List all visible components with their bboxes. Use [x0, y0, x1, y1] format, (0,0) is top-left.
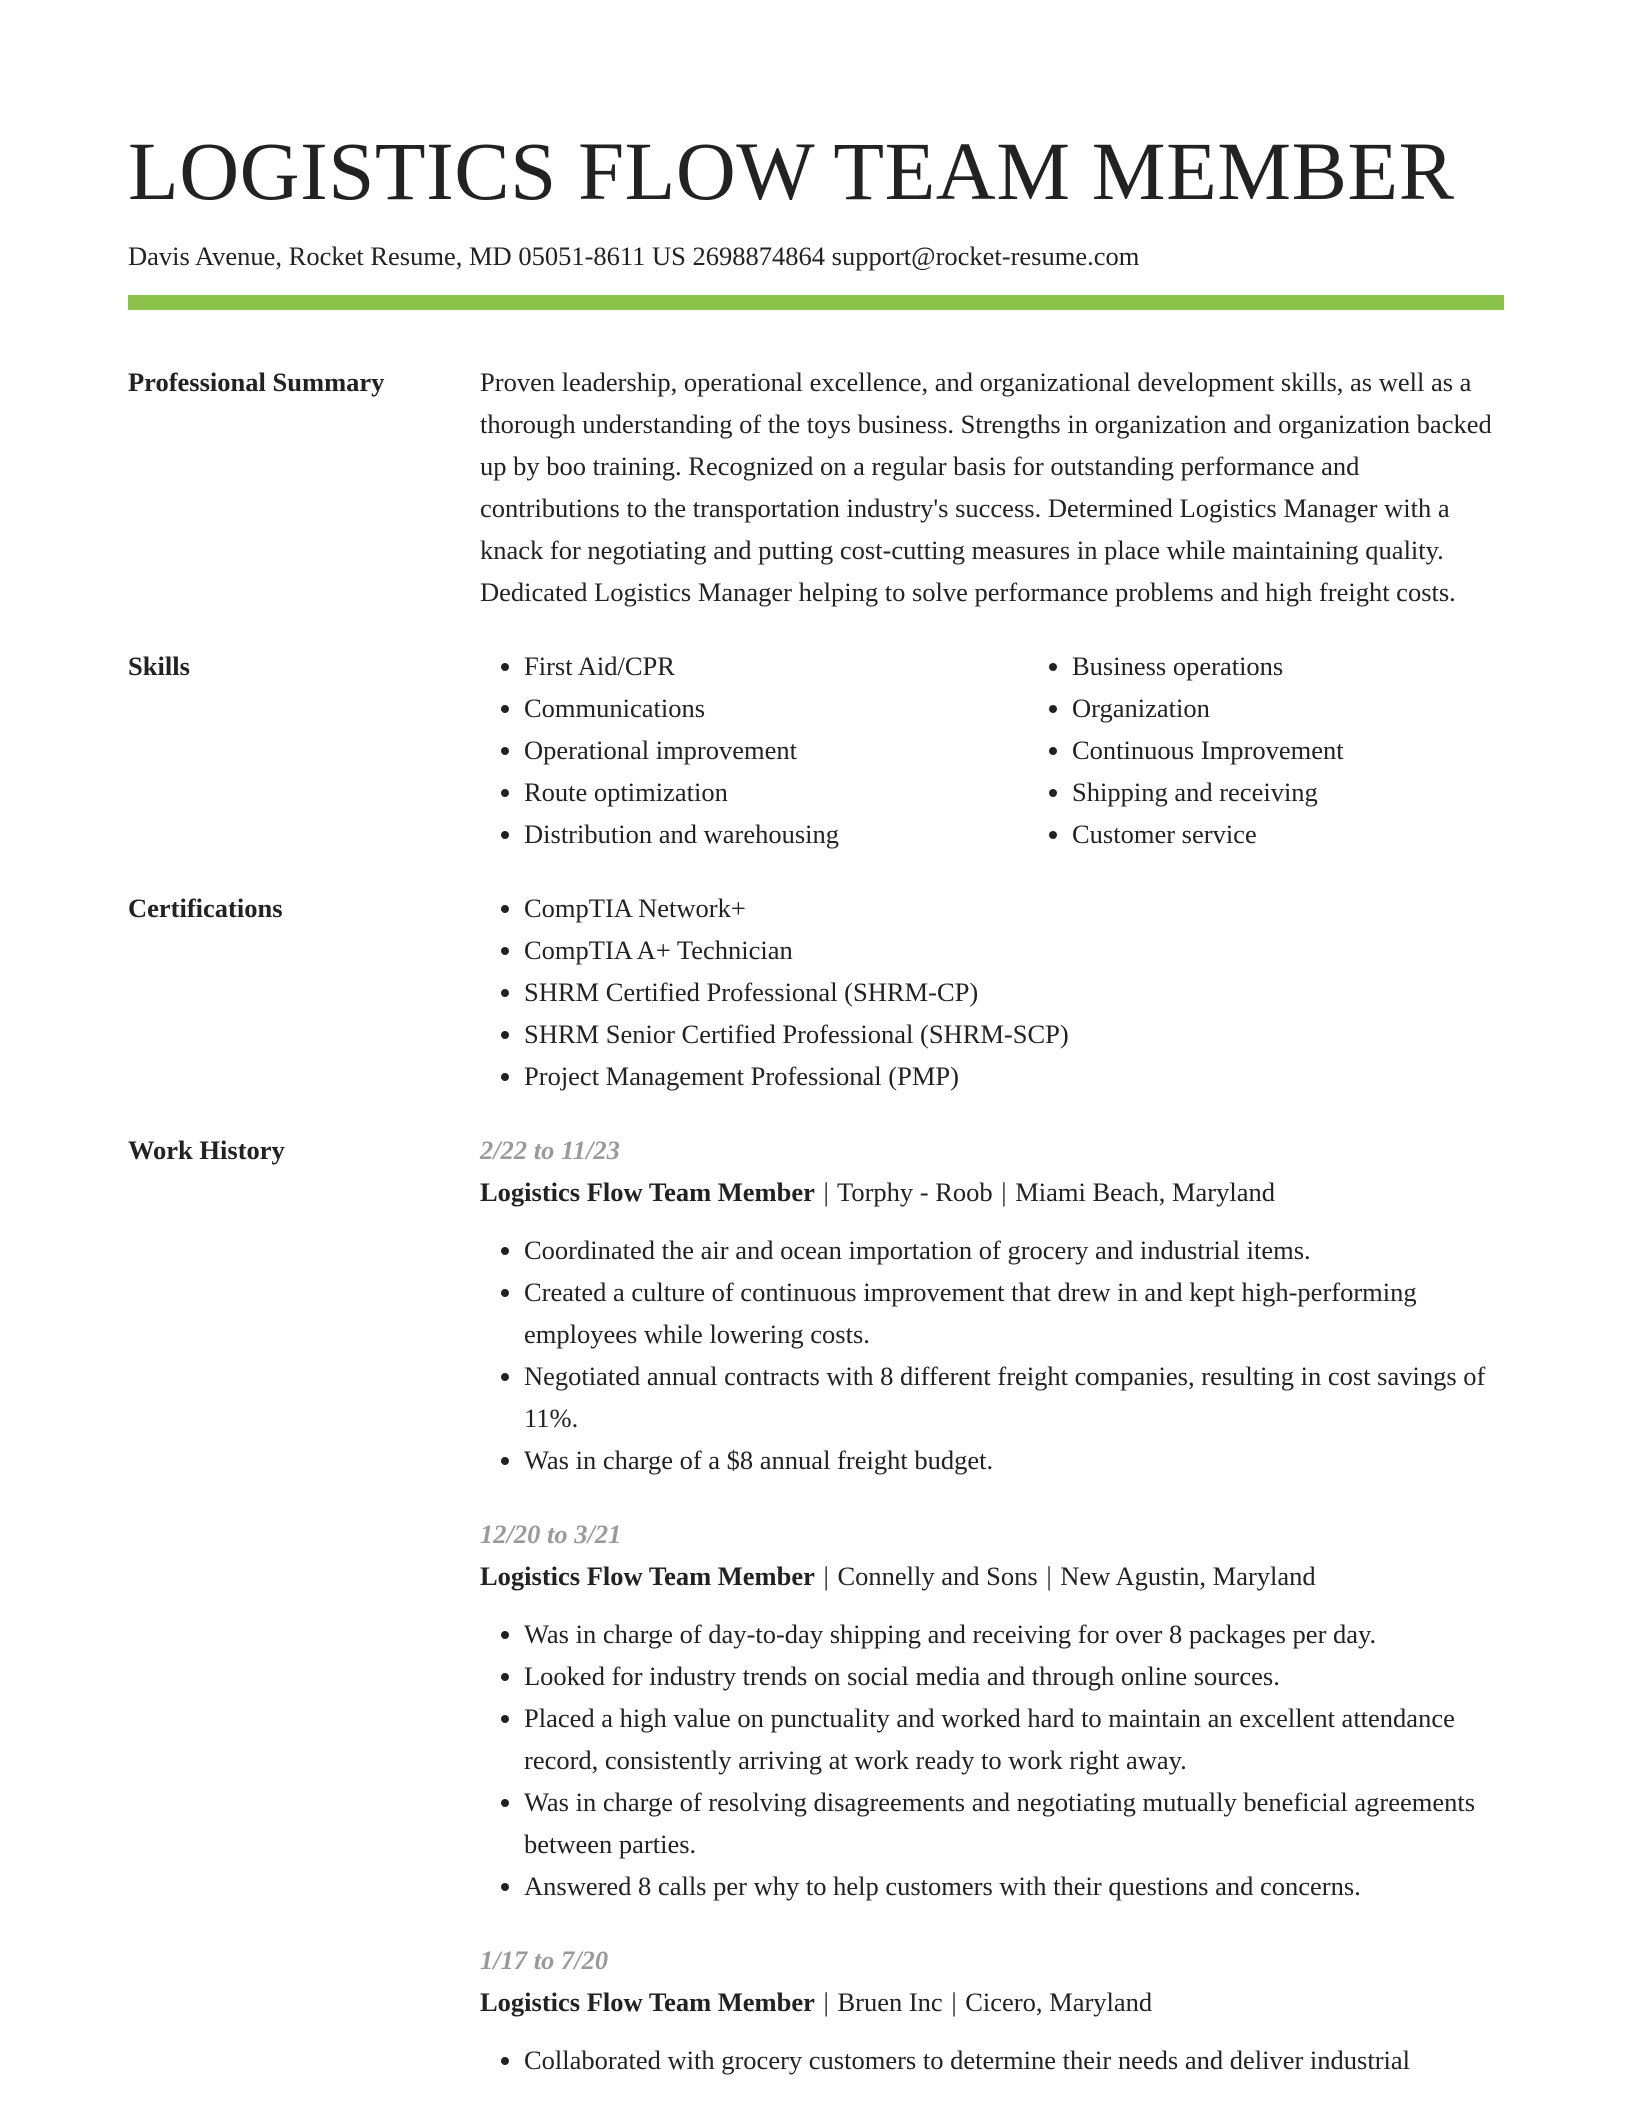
job-bullet: • Answered 8 calls per why to help customers with their questions and concerns. — [524, 1865, 1504, 1907]
skills-column-2 — [1028, 645, 1504, 855]
skills-grid — [480, 645, 1504, 855]
section-label: Work History — [128, 1135, 285, 1165]
separator: | — [823, 1987, 829, 2017]
section-certifications — [128, 887, 1504, 1097]
separator: | — [823, 1177, 829, 1207]
job-heading — [480, 1555, 1504, 1597]
certification-item: • SHRM Senior Certified Professional (SHRM-SCP) — [524, 1013, 1504, 1055]
job-company: Torphy - Roob — [836, 1177, 993, 1207]
job-bullet: • Created a culture of continuous improvement that drew in and kept high-performing employees while lowering costs. — [524, 1271, 1504, 1355]
job-title: Logistics Flow Team Member — [480, 1177, 815, 1207]
separator: | — [823, 1561, 829, 1591]
job-dates: 1/17 to 7/20 — [480, 1945, 609, 1975]
section-label: Professional Summary — [128, 367, 385, 397]
contact-line: Davis Avenue, Rocket Resume, MD 05051-8611 US 2698874864 support@rocket-resume.com — [128, 241, 1140, 271]
job-bullet: • Was in charge of day-to-day shipping and receiving for over 8 packages per day. — [524, 1613, 1504, 1655]
skill-item: • Operational improvement — [524, 729, 1028, 771]
job-dates: 2/22 to 11/23 — [480, 1135, 620, 1165]
skill-item: • Customer service — [1072, 813, 1504, 855]
certification-item: • Project Management Professional (PMP) — [524, 1055, 1504, 1097]
section-body — [480, 1129, 1504, 2113]
certification-item: • SHRM Certified Professional (SHRM-CP) — [524, 971, 1504, 1013]
section-work-history — [128, 1129, 1504, 2113]
certification-item: • CompTIA Network+ — [524, 887, 1504, 929]
skill-item: • Route optimization — [524, 771, 1028, 813]
job-bullets — [480, 1613, 1504, 1907]
separator: | — [1001, 1177, 1007, 1207]
skill-item: • Continuous Improvement — [1072, 729, 1504, 771]
section-body — [480, 361, 1504, 613]
job-bullet: • Collaborated with grocery customers to determine their needs and deliver industrial — [524, 2039, 1504, 2081]
skill-item: • First Aid/CPR — [524, 645, 1028, 687]
job-bullet: • Coordinated the air and ocean importation of grocery and industrial items. — [524, 1229, 1504, 1271]
job-title: Logistics Flow Team Member — [480, 1561, 815, 1591]
separator: | — [951, 1987, 957, 2017]
job-bullet: • Was in charge of resolving disagreements and negotiating mutually beneficial agreements between parties. — [524, 1781, 1504, 1865]
job-bullets — [480, 2039, 1504, 2081]
skill-item: • Communications — [524, 687, 1028, 729]
section-skills — [128, 645, 1504, 855]
job-company: Bruen Inc — [837, 1987, 943, 2017]
section-body — [480, 887, 1504, 1097]
section-professional-summary — [128, 361, 1504, 613]
job-bullet: • Placed a high value on punctuality and worked hard to maintain an excellent attendance record, consistently arriving at work ready to work right away. — [524, 1697, 1504, 1781]
separator: | — [1046, 1561, 1052, 1591]
job-location: Cicero, Maryland — [965, 1987, 1153, 2017]
accent-divider — [128, 295, 1504, 310]
section-label: Certifications — [128, 893, 283, 923]
certification-item: • CompTIA A+ Technician — [524, 929, 1504, 971]
skill-item: • Distribution and warehousing — [524, 813, 1028, 855]
job-bullet: • Looked for industry trends on social media and through online sources. — [524, 1655, 1504, 1697]
skills-column-1 — [480, 645, 1028, 855]
job-company: Connelly and Sons — [837, 1561, 1038, 1591]
job-bullet: • Was in charge of a $8 annual freight budget. — [524, 1439, 1504, 1481]
section-label: Skills — [128, 651, 190, 681]
job-entry — [480, 1939, 1504, 2081]
job-bullets — [480, 1229, 1504, 1481]
job-heading — [480, 1981, 1504, 2023]
job-location: New Agustin, Maryland — [1060, 1561, 1316, 1591]
job-location: Miami Beach, Maryland — [1015, 1177, 1275, 1207]
skill-item: • Business operations — [1072, 645, 1504, 687]
resume-page — [128, 0, 1504, 2113]
summary-text: Proven leadership, operational excellence, and organizational development skills, as well as a thorough understanding of the toys business. Strengths in organization and organization backed up by boo training. Recognized on a regular basis for outstanding performance and contributions to the transportation industry's success. Determined Logistics Manager with a knack for negotiating and putting cost-cutting measures in place while maintaining quality. Dedicated Logistics Manager helping to solve performance problems and high freight costs. — [480, 367, 1492, 607]
job-entry — [480, 1129, 1504, 1481]
skill-item: • Organization — [1072, 687, 1504, 729]
job-bullet: • Negotiated annual contracts with 8 different freight companies, resulting in cost savings of 11%. — [524, 1355, 1504, 1439]
resume-title: LOGISTICS FLOW TEAM MEMBER — [128, 125, 1455, 217]
job-entry — [480, 1513, 1504, 1907]
skill-item: • Shipping and receiving — [1072, 771, 1504, 813]
job-heading — [480, 1171, 1504, 1213]
certifications-list — [480, 887, 1504, 1097]
job-dates: 12/20 to 3/21 — [480, 1519, 622, 1549]
job-title: Logistics Flow Team Member — [480, 1987, 815, 2017]
